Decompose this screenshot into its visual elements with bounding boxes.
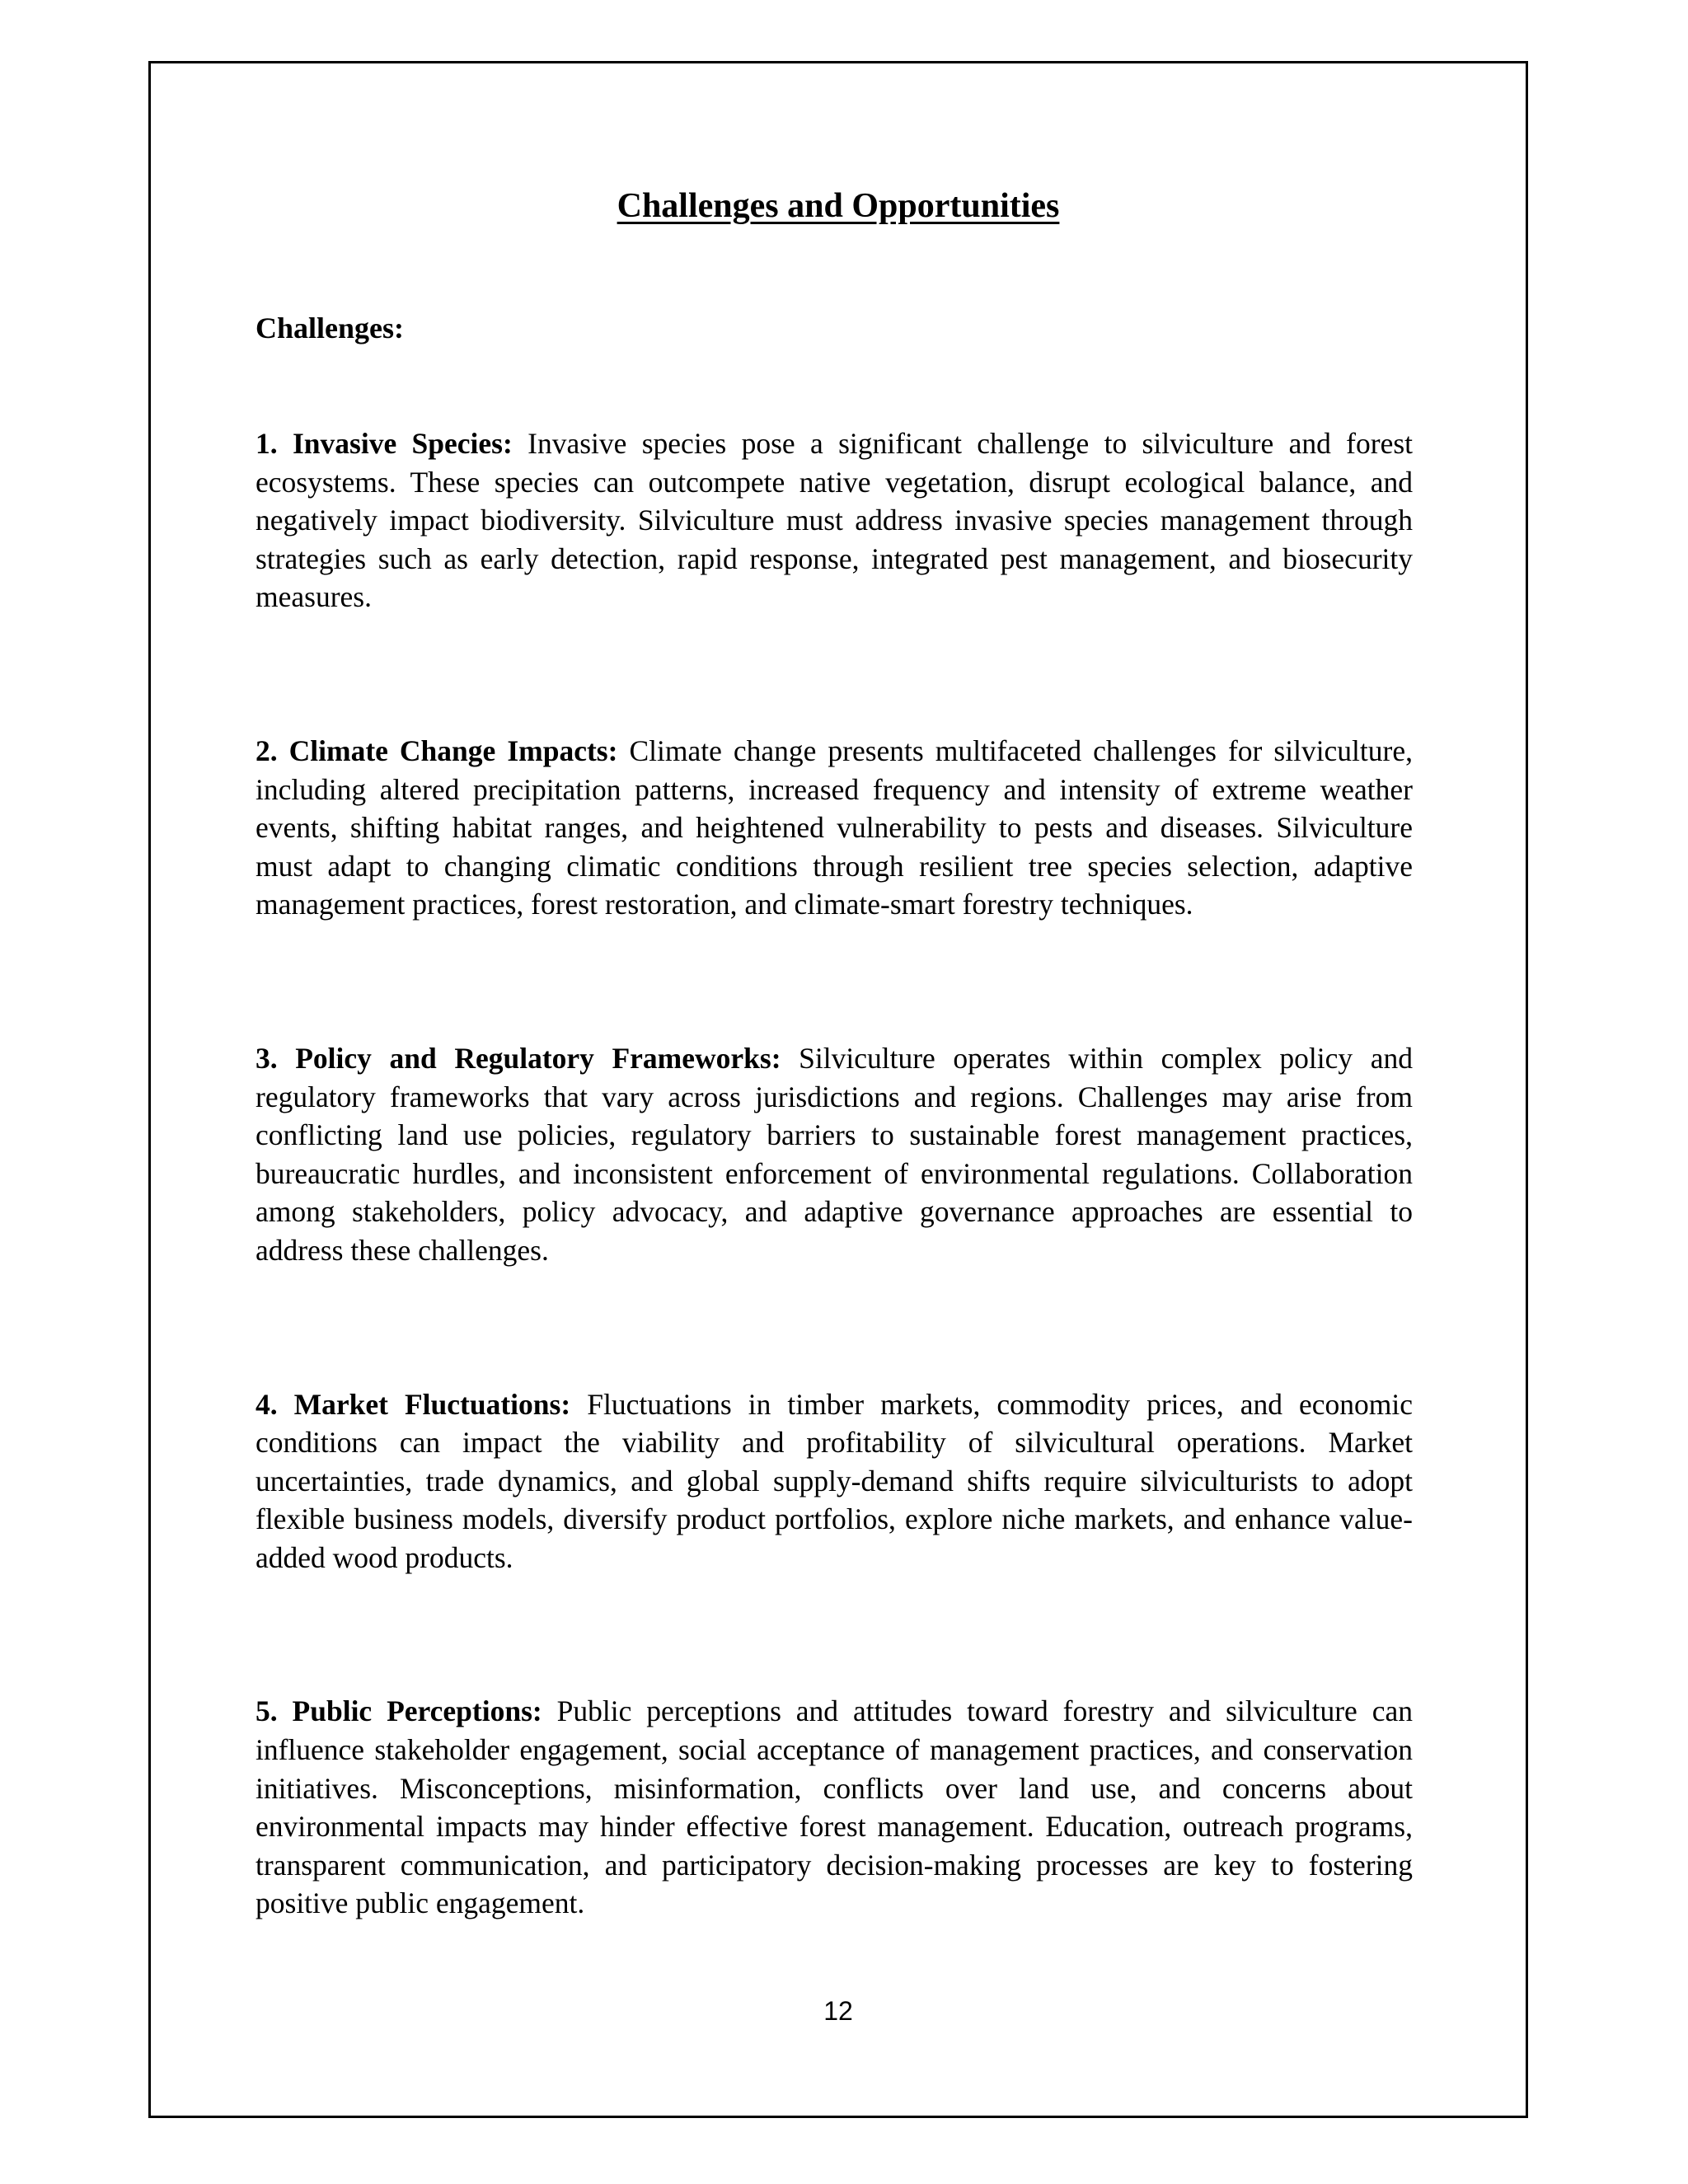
- challenge-text: Invasive species pose a significant challenge to silviculture and forest ecosystems. These species can outcompete native vegetation, disrupt ecological balance, and negatively impact biodiversity. Silviculture must address invasive species management through strategies such as early detection, rapid response, integrated pest management, and biosecurity measures.: [256, 427, 1414, 614]
- section-heading: Challenges:: [256, 312, 404, 344]
- challenge-text: Fluctuations in timber markets, commodity prices, and economic conditions can impact the viability and profitability of silvicultural operations. Market uncertainties, trade dynamics, and global supply-demand shifts require silviculturists to adopt flexible business models, diversify product portfolios, explore niche markets, and enhance value-added wood products.: [256, 1387, 1414, 1574]
- challenge-item-market-fluctuations: [256, 1385, 1413, 1577]
- challenge-item-public-perceptions: [256, 1692, 1413, 1923]
- challenge-item-climate-change: [256, 732, 1413, 924]
- challenge-label: 2. Climate Change Impacts:: [256, 733, 618, 767]
- challenge-item-policy-regulatory: [256, 1039, 1413, 1270]
- challenge-item-invasive-species: [256, 424, 1413, 616]
- challenge-label: 4. Market Fluctuations:: [256, 1387, 571, 1421]
- challenge-text: Climate change presents multifaceted challenges for silviculture, including altered precipitation patterns, increased frequency and intensity of extreme weather events, shifting habitat ranges, and heightened vulnerability to pests and diseases. Silviculture must adapt to changing climatic conditions through resilient tree species selection, adaptive management practices, forest restoration, and climate-smart forestry techniques.: [256, 733, 1413, 921]
- challenge-label: 5. Public Perceptions:: [256, 1694, 542, 1728]
- challenge-label: 1. Invasive Species:: [256, 427, 513, 460]
- challenge-list: [256, 424, 1413, 2038]
- challenge-text: Silviculture operates within complex policy and regulatory frameworks that vary across jurisdictions and regions. Challenges may arise from conflicting land use policies, regulatory barriers to sustainable forest management practices, bureaucratic hurdles, and inconsistent enforcement of environmental regulations. Collaboration among stakeholders, policy advocacy, and adaptive governance approaches are essential to address these challenges.: [256, 1041, 1414, 1267]
- challenge-text: Public perceptions and attitudes toward forestry and silviculture can influence stakeholder engagement, social acceptance of management practices, and conservation initiatives. Misconceptions, misinformation, conflicts over land use, and concerns about environmental impacts may hinder effective forest management. Education, outreach programs, transparent communication, and participatory decision-making processes are key to fostering positive public engagement.: [256, 1694, 1413, 1920]
- challenge-label: 3. Policy and Regulatory Frameworks:: [256, 1041, 781, 1075]
- page-number: 12: [823, 1996, 853, 2026]
- page-title: Challenges and Opportunities: [617, 187, 1060, 225]
